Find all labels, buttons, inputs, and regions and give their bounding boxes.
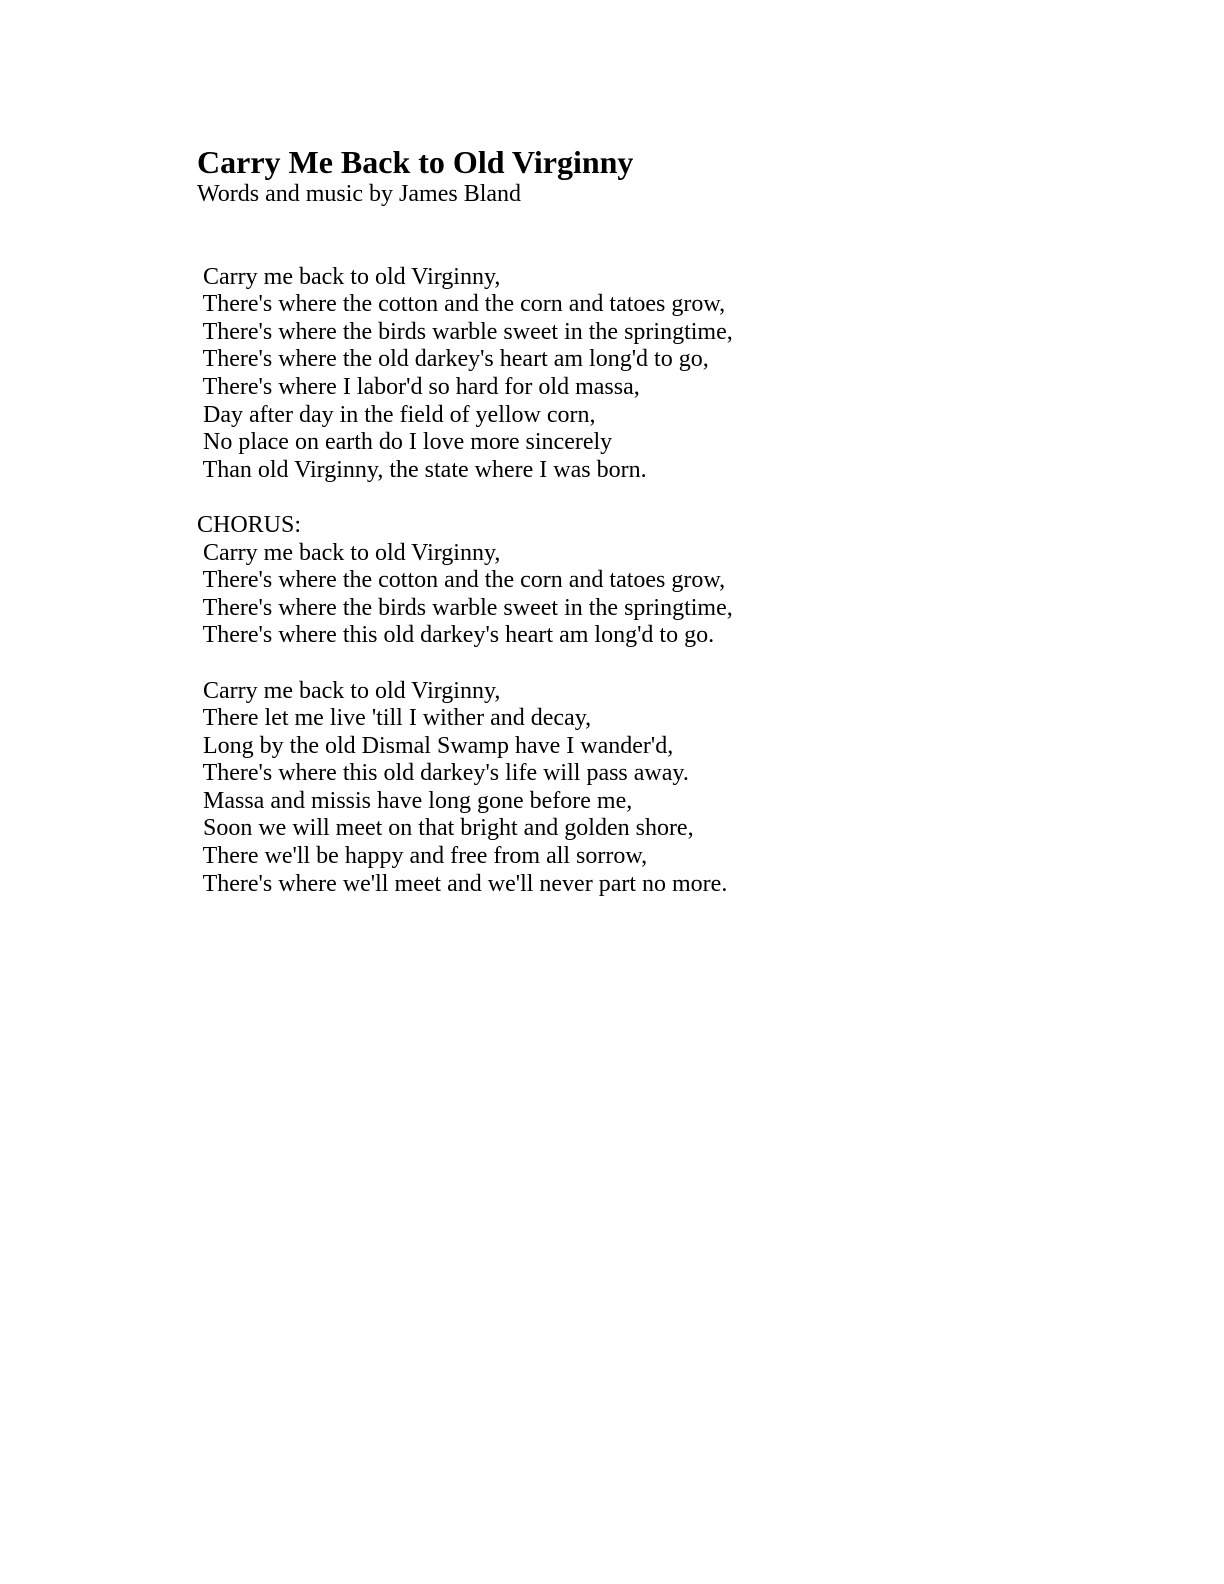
lyric-line: There's where this old darkey's heart am long'd to go. bbox=[197, 622, 715, 649]
lyric-line: Massa and missis have long gone before me, bbox=[197, 787, 633, 814]
lyric-line: Than old Virginny, the state where I was born. bbox=[197, 456, 647, 483]
chorus bbox=[197, 512, 1124, 650]
lyric-line: Long by the old Dismal Swamp have I wander'd, bbox=[197, 732, 674, 759]
verse-1 bbox=[197, 264, 1124, 485]
lyric-line: There's where this old darkey's life will pass away. bbox=[197, 760, 689, 787]
lyric-line: Carry me back to old Virginny, bbox=[197, 263, 501, 290]
lyric-line: There let me live 'till I wither and decay, bbox=[197, 705, 592, 732]
lyric-line: Carry me back to old Virginny, bbox=[197, 539, 501, 566]
lyric-line: There's where the old darkey's heart am long'd to go, bbox=[197, 346, 709, 373]
lyric-line: Day after day in the field of yellow corn, bbox=[197, 401, 596, 428]
lyric-line: There's where I labor'd so hard for old massa, bbox=[197, 373, 640, 400]
lyric-line: Soon we will meet on that bright and golden shore, bbox=[197, 815, 694, 842]
chorus-label: CHORUS: bbox=[197, 511, 302, 538]
lyric-line: There's where the cotton and the corn and tatoes grow, bbox=[197, 567, 726, 594]
song-byline: Words and music by James Bland bbox=[197, 181, 522, 207]
verse-2 bbox=[197, 678, 1124, 899]
song-title: Carry Me Back to Old Virginny bbox=[197, 144, 634, 180]
lyric-line: There's where the birds warble sweet in the springtime, bbox=[197, 318, 733, 345]
lyric-line: No place on earth do I love more sincerely bbox=[197, 429, 613, 456]
lyric-line: There's where we'll meet and we'll never part no more. bbox=[197, 870, 728, 897]
lyric-line: There's where the cotton and the corn and tatoes grow, bbox=[197, 291, 726, 318]
lyric-line: There's where the birds warble sweet in the springtime, bbox=[197, 594, 733, 621]
lyric-line: There we'll be happy and free from all sorrow, bbox=[197, 843, 648, 870]
lyric-line: Carry me back to old Virginny, bbox=[197, 677, 501, 704]
